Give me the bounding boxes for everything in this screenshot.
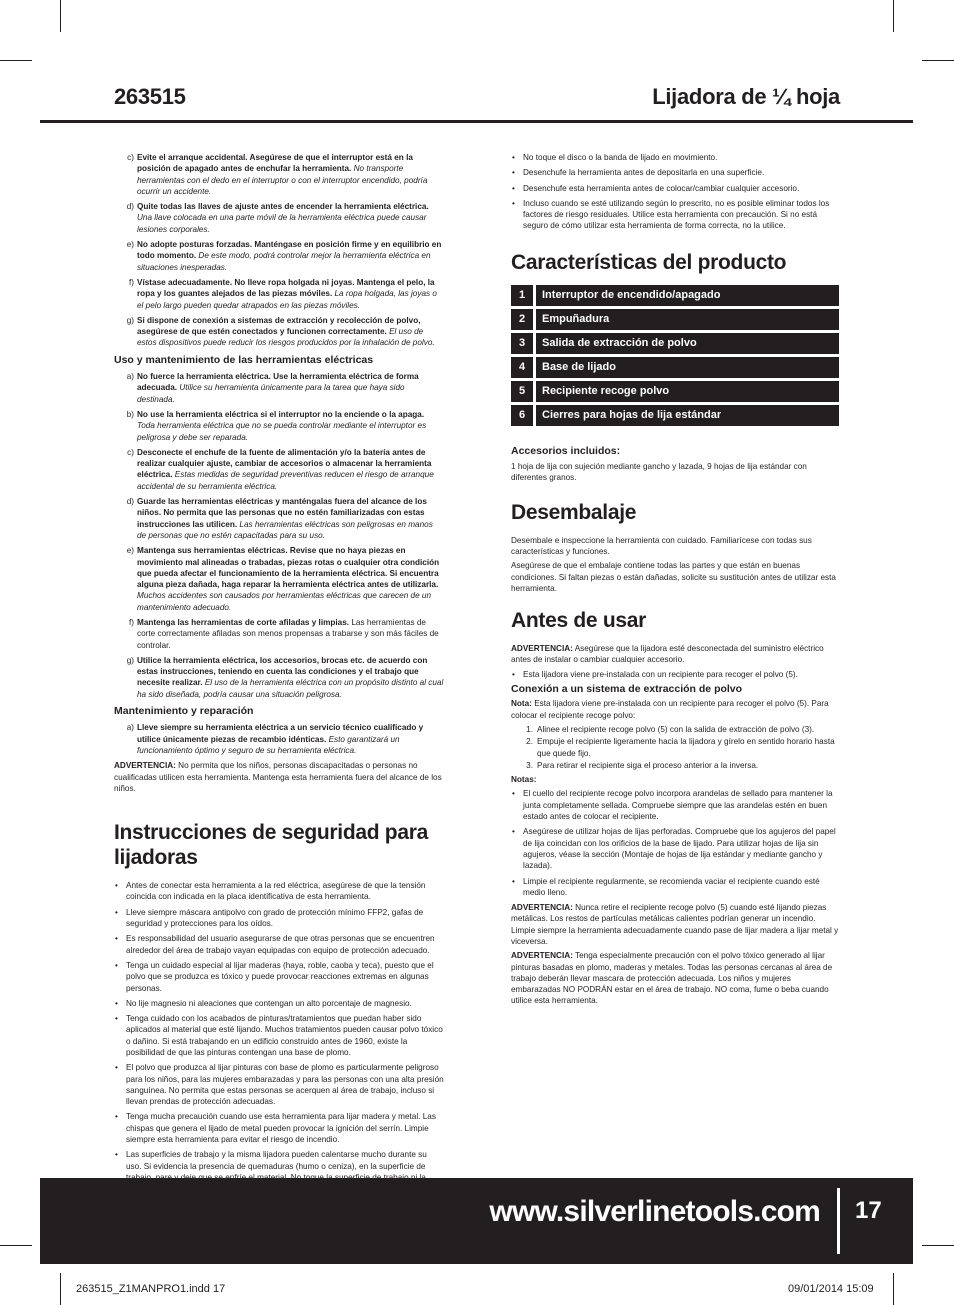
item-italic-text: Utilice su herramienta únicamente para la tarea que haya sido destinada. <box>137 383 405 404</box>
feature-number: 1 <box>511 285 533 306</box>
item-text <box>137 371 444 405</box>
item-label: d) <box>126 497 134 507</box>
step-number: 1. <box>526 724 533 734</box>
item-label: b) <box>126 409 134 419</box>
item-bold-text: Si dispone de conexión a sistemas de extracción y recolección de polvo, asegúrese de que estén conectados y funcionen correctamente. <box>137 315 421 337</box>
toxic-dust-warning: ADVERTENCIA: Tenga especialmente precaución con el polvo tóxico generado al lijar pinturas basadas en plomo, maderas y metales. Todas las personas cercanas al área de trabajo deberán llevar mascara de protección adecuada. Los niños y mujeres embarazadas NO PODRÁN estar en el área de trabajo. NO coma, fume o beba cuando utilice esta herramienta. <box>511 951 833 1006</box>
feature-row <box>511 309 839 330</box>
item-bold-text: Lleve siempre su herramienta eléctrica a un servicio técnico cualificado y utilice únicamente piezas de recambio idénticas. <box>137 723 424 744</box>
feature-label: Empuñadura <box>536 309 839 330</box>
item-label: f) <box>128 277 134 287</box>
repair-list <box>114 722 444 756</box>
item-label: a) <box>126 723 134 733</box>
crop-mark <box>0 1245 32 1246</box>
features-table <box>511 285 839 426</box>
item-text <box>137 201 444 235</box>
list-item <box>114 496 444 541</box>
item-text <box>137 152 444 197</box>
top-bullet-list <box>511 152 839 232</box>
item-bold-text: Quite todas las llaves de ajuste antes de encender la herramienta eléctrica. <box>137 202 429 212</box>
feature-label: Cierres para hojas de lija estándar <box>536 405 839 426</box>
list-item <box>114 447 444 492</box>
children-warning: ADVERTENCIA: No permita que los niños, personas discapacitadas o personas no cualificadas utilicen esta herramienta. Mantenga esta herramienta fuera del alcance de los niños. <box>114 761 442 793</box>
steps-list <box>511 724 839 771</box>
item-text <box>137 315 444 349</box>
list-item: • Tenga cuidado con los acabados de pinturas/tratamientos que puedan haber sido aplicados al material que esté lijando. Muchos tratamientos pueden causar polvo tóxico o dañino. Si está trabajando en un edificio construido antes de 1960, existe la posibilidad de que las pinturas contengan una base de plomo. <box>114 1013 444 1058</box>
list-item <box>114 277 444 311</box>
list-item: • Tenga mucha precaución cuando use esta herramienta para lijar madera y metal. Las chispas que genera el lijado de metal pueden provocar la ignición del serrín. Limpie siempre esta herramienta para evitar el riesgo de incendio. <box>114 1111 444 1145</box>
list-item <box>114 722 444 756</box>
right-column <box>511 152 839 1010</box>
crop-mark <box>922 1245 954 1246</box>
item-italic-text: El uso de estos dispositivos puede reducir los riesgos producidos por la inhalación de polvo. <box>137 327 435 348</box>
page-number: 17 <box>855 1197 882 1224</box>
item-text <box>137 617 444 651</box>
list-item: • El polvo que produzca al lijar pinturas con base de plomo es particularmente peligroso para los niños, para las mujeres embarazadas y para las personas con una alta presión sanguínea. No permita que estas personas se acerquen al área de trabajo, incluso si llevan prendas de protección adecuadas. <box>114 1062 444 1107</box>
item-label: g) <box>126 315 134 325</box>
item-bold-text: No fuerce la herramienta eléctrica. Use la herramienta eléctrica de forma adecuada. <box>137 372 419 393</box>
list-item: • Limpie el recipiente regularmente, se recomienda vaciar el recipiente cuando esté medio lleno. <box>511 876 839 899</box>
feature-label: Salida de extracción de polvo <box>536 333 839 354</box>
list-item: • Las superficies de trabajo y la misma lijadora pueden calentarse mucho durante su uso. Si evidencia la presencia de quemaduras (humo o ceniza), en la superficie de <box>114 1149 444 1194</box>
feature-row <box>511 381 839 402</box>
footer-bar <box>40 1178 913 1264</box>
item-text <box>137 239 444 273</box>
page-title: Lijadora de ¼ hoja <box>652 84 840 109</box>
dust-note: Nota: Esta lijadora viene pre-instalada con un recipiente para recoger el polvo (5). Para colocar el recipiente recoge polvo: <box>511 699 829 720</box>
feature-number: 3 <box>511 333 533 354</box>
item-italic-text: De este modo, podrá controlar mejor la herramienta eléctrica en situaciones inesperadas. <box>137 251 431 272</box>
step-number: 2. <box>526 737 533 747</box>
before-use-list <box>511 669 839 680</box>
notes-label: Notas: <box>511 775 537 785</box>
crop-mark <box>0 60 32 61</box>
date-slug: 09/01/2014 15:09 <box>788 1283 874 1295</box>
item-bold-text: Desconecte el enchufe de la fuente de alimentación y/o la batería antes de realizar cualquier ajuste, cambiar de accesorios o almacenar la herramienta eléctrica. <box>137 447 432 480</box>
feature-label: Recipiente recoge polvo <box>536 381 839 402</box>
website-url[interactable]: www.silverlinetools.com <box>489 1195 820 1228</box>
accessories-text: 1 hoja de lija con sujeción mediante gancho y lazada, 9 hojas de lija estándar con diferentes granos. <box>511 462 807 483</box>
list-item <box>114 545 444 613</box>
crop-mark <box>893 1273 894 1305</box>
file-slug: 263515_Z1MANPRO1.indd 17 <box>76 1283 226 1295</box>
step-text: Para retirar el recipiente siga el proceso anterior a la inversa. <box>537 760 759 770</box>
step-text: Empuje el recipiente ligeramente hacia la lijadora y gírelo en sentido horario hasta que quede fijo. <box>537 737 835 758</box>
feature-row <box>511 405 839 426</box>
feature-number: 5 <box>511 381 533 402</box>
list-item: • El cuello del recipiente recoge polvo incorpora arandelas de sellado para mantener la junta completamente sellada. Compruebe siempre que las arandelas estén en buen estado antes de colocar el recipiente. <box>511 788 839 822</box>
feature-row <box>511 285 839 306</box>
feature-number: 2 <box>511 309 533 330</box>
item-text <box>137 655 444 700</box>
feature-label: Base de lijado <box>536 357 839 378</box>
item-italic-text: No transporte herramientas con el dedo en el interruptor o con el interruptor encendido, podría ocurrir un accidente. <box>137 164 428 196</box>
sander-safety-heading: Instrucciones de seguridad para lijadoras <box>114 821 428 870</box>
list-item: • Desenchufe la herramienta antes de depositarla en una superficie. <box>511 167 839 178</box>
sander-safety-list <box>114 880 444 1194</box>
step-item <box>511 724 839 735</box>
crop-mark <box>893 0 894 32</box>
feature-number: 6 <box>511 405 533 426</box>
list-item: • Incluso cuando se esté utilizando según lo prescrito, no es posible eliminar todos los factores de riesgo residuales. Utilice esta herramienta con precaución. Si no está seguro de cómo utilizar esta herramienta de forma correcta, no la utilice. <box>511 198 839 232</box>
list-item: • Desenchufe esta herramienta antes de colocar/cambiar cualquier accesorio. <box>511 183 839 194</box>
crop-mark <box>60 0 61 32</box>
item-italic-text: El uso de la herramienta eléctrica con un propósito distinto al cual ha sido diseñada, podría causar una situación peligrosa. <box>137 678 444 699</box>
list-item: • Es responsabilidad del usuario asegurarse de que otras personas que se encuentren alrededor del área de trabajo vayan equipadas con equipo de protección adecuado. <box>114 933 444 956</box>
feature-label: Interruptor de encendido/apagado <box>536 285 839 306</box>
crop-mark <box>922 60 954 61</box>
item-text <box>137 545 444 613</box>
list-item <box>114 315 444 349</box>
list-item: • Lleve siempre máscara antipolvo con grado de protección mínimo FFP2, gafas de seguridad y protecciones para los oídos. <box>114 907 444 930</box>
item-bold-text: Vístase adecuadamente. No lleve ropa holgada ni joyas. Mantenga el pelo, la ropa y los guantes alejados de las piezas móviles. <box>137 277 435 299</box>
before-use-heading: Antes de usar <box>511 609 646 633</box>
dust-extraction-heading: Conexión a un sistema de extracción de polvo <box>511 683 743 696</box>
item-bold-text: Guarde las herramientas eléctricas y manténgalas fuera del alcance de los niños. No permita que las personas que no estén familiarizadas con estas instrucciones las utilicen. <box>137 497 427 529</box>
list-item <box>114 239 444 273</box>
item-italic-text: Estas medidas de seguridad preventivas reducen el riesgo de arranque accidental de su herramienta eléctrica. <box>137 470 434 491</box>
item-label: c) <box>127 447 134 457</box>
use-maintenance-list <box>114 371 444 700</box>
item-label: g) <box>126 655 134 665</box>
feature-number: 4 <box>511 357 533 378</box>
list-item <box>114 409 444 443</box>
left-column <box>114 152 444 1199</box>
item-italic-text: Muchos accidentes son causados por herramientas eléctricas que carecen de un mantenimiento adecuado. <box>137 591 432 612</box>
item-italic-text: Una llave colocada en una parte móvil de la herramienta eléctrica puede causar lesiones corporales. <box>137 213 427 234</box>
step-number: 3. <box>526 760 533 770</box>
step-item <box>511 760 839 771</box>
item-italic-text: Las herramientas eléctricas son peligrosas en manos de personas que no estén capacitadas para su uso. <box>137 519 433 540</box>
unpacking-heading: Desembalaje <box>511 500 637 524</box>
list-item: • Esta lijadora viene pre-instalada con un recipiente para recoger el polvo (5). <box>511 669 839 680</box>
notes-list <box>511 788 839 898</box>
list-item: • Asegúrese de utilizar hojas de lijas perforadas. Compruebe que los agujeros del papel de lija coincidan con los orificios de la base de lijado. Para utilizar hojas de lija sin agujeros, véase la sección (Montaje de hojas de lija estándar y mediante gancho y lazada). <box>511 826 839 871</box>
list-item: • Antes de conectar esta herramienta a la red eléctrica, asegúrese de que la tensión coincida con indicada en la placa identificativa de esta herramienta. <box>114 880 444 903</box>
item-text <box>137 409 444 443</box>
item-bold-text: Utilice la herramienta eléctrica, los accesorios, brocas etc. de acuerdo con estas instrucciones, teniendo en cuenta las condiciones y el trabajo que necesite realizar. <box>137 655 428 688</box>
features-heading: Características del producto <box>511 250 787 274</box>
step-item <box>511 736 839 759</box>
item-bold-text: Mantenga las herramientas de corte afiladas y limpias. <box>137 617 350 627</box>
crop-mark <box>60 1273 61 1305</box>
page-header <box>114 84 840 114</box>
item-label: c) <box>127 153 134 162</box>
feature-row <box>511 357 839 378</box>
list-item <box>114 655 444 700</box>
item-label: a) <box>126 372 134 382</box>
item-label: d) <box>126 202 134 212</box>
item-bold-text: No adopte posturas forzadas. Manténgase en posición firme y en equilibrio en todo momento. <box>137 240 442 261</box>
use-maintenance-heading: Uso y mantenimiento de las herramientas eléctricas <box>114 353 374 366</box>
item-text <box>137 496 444 541</box>
item-italic-text: Toda herramienta eléctrica que no se pueda controlar mediante el interruptor es peligrosa y debe ser reparada. <box>137 421 427 442</box>
item-bold-text: No use la herramienta eléctrica si el interruptor no la enciende o la apaga. <box>137 409 425 419</box>
unpacking-text-1: Desembale e inspeccione la herramienta con cuidado. Familiarícese con todas sus características y funciones. <box>511 535 812 556</box>
list-item <box>114 371 444 405</box>
list-item <box>114 617 444 651</box>
intro-safety-list <box>114 152 444 349</box>
list-item <box>114 152 444 197</box>
list-item: • Tenga un cuidado especial al lijar maderas (haya, roble, caoba y teca), puesto que el polvo que se produzca es tóxico y puede provocar reacciones extremas en algunas personas. <box>114 960 444 994</box>
item-text <box>137 277 444 311</box>
accessories-heading: Accesorios incluidos: <box>511 444 621 457</box>
list-item: • No toque el disco o la banda de lijado en movimiento. <box>511 152 839 163</box>
item-bold-text: Evite el arranque accidental. Asegúrese de que el interruptor está en la posición de apagado antes de enchufar la herramienta. <box>137 153 413 174</box>
list-item <box>114 201 444 235</box>
item-italic-text: La ropa holgada, las joyas o el pelo largo pueden quedar atrapados en las piezas móviles. <box>137 289 437 310</box>
step-text: Alinee el recipiente recoge polvo (5) con la salida de extracción de polvo (3). <box>537 724 815 734</box>
item-label: f) <box>128 617 134 627</box>
item-text <box>137 447 444 492</box>
item-label: e) <box>126 546 134 556</box>
item-italic-text: Esto garantizará un funcionamiento óptimo y seguro de su herramienta eléctrica. <box>137 734 400 755</box>
feature-row <box>511 333 839 354</box>
before-use-warning: ADVERTENCIA: Asegúrese que la lijadora esté desconectada del suministro eléctrico antes de instalar o cambiar cualquier accesorio. <box>511 644 824 665</box>
header-rule <box>40 120 913 123</box>
item-label: e) <box>126 240 134 250</box>
product-code: 263515 <box>114 84 186 109</box>
unpacking-text-2: Asegúrese de que el embalaje contiene todas las partes y que están en buenas condiciones. Si faltan piezas o están dañadas, solicite su sustitución antes de utilizar esta herramienta. <box>511 561 836 593</box>
page-number-divider <box>837 1188 840 1254</box>
repair-heading: Mantenimiento y reparación <box>114 705 254 718</box>
list-item: • No lije magnesio ni aleaciones que contengan un alto porcentaje de magnesio. <box>114 998 444 1009</box>
item-bold-text: Mantenga sus herramientas eléctricas. Revise que no haya piezas en movimiento mal alineadas o trabadas, piezas rotas o cualquier otra condición que pueda afectar el funcionamiento de la herramienta eléctrica. Si encuentra alguna pieza dañada, haga reparar la herramienta eléctrica antes de utilizarla. <box>137 546 440 590</box>
item-normal-text: Las herramientas de corte correctamente afiladas son menos propensas a trabarse y son más fáciles de controlar. <box>137 617 439 650</box>
metal-warning: ADVERTENCIA: Nunca retire el recipiente recoge polvo (5) cuando esté lijando piezas metálicas. Los restos de partículas metálicas calientes podrían generar un incendio. Limpie siempre la herramienta adecuadamente cuando pase de lijar madera a lijar metal y viceversa. <box>511 903 839 946</box>
item-text <box>137 722 444 756</box>
